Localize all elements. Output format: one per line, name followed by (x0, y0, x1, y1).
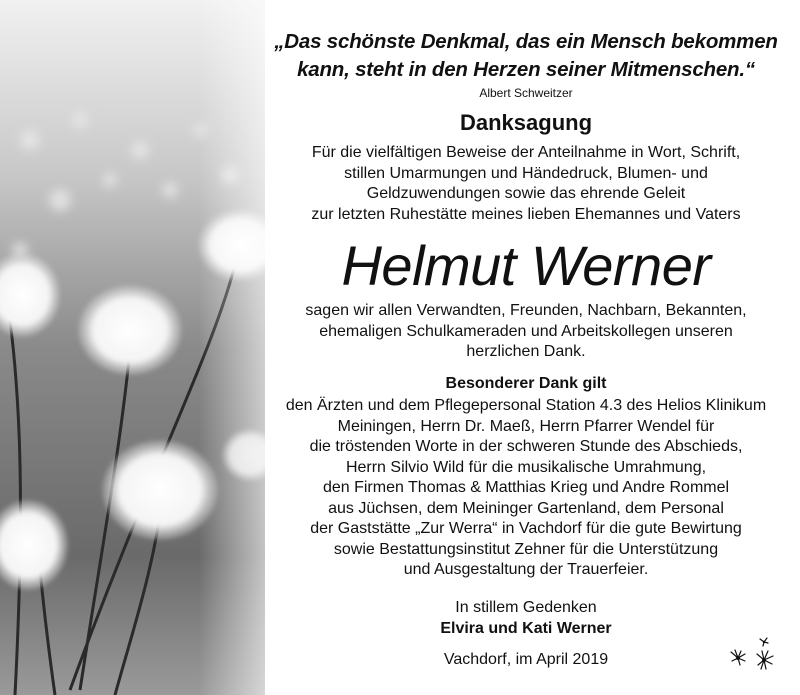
intro-line: zur letzten Ruhestätte meines lieben Ehemannes und Vaters (311, 205, 741, 223)
deceased-name: Helmut Werner (341, 234, 711, 297)
thanks-line: herzlichen Dank. (466, 343, 586, 360)
notice-text (262, 0, 790, 695)
special-line: der Gaststätte „Zur Werra“ in Vachdorf für die gute Bewirtung (310, 520, 742, 537)
signature (262, 598, 790, 639)
thanks-line: sagen wir allen Verwandten, Freunden, Nachbarn, Bekannten, (305, 302, 747, 319)
special-thanks-heading: Besonderer Dank gilt (445, 375, 607, 392)
quote-line: „Das schönste Denkmal, das ein Mensch bekommen (274, 30, 778, 53)
quote (262, 28, 790, 84)
special-line: und Ausgestaltung der Trauerfeier. (403, 561, 649, 578)
quote-author: Albert Schweitzer (479, 86, 573, 100)
special-line: sowie Bestattungsinstitut Zehner für die Unterstützung (333, 540, 719, 558)
special-line: den Firmen Thomas & Matthias Krieg und Andre Rommel (322, 479, 730, 496)
thanks-line: ehemaligen Schulkameraden und Arbeitskollegen unseren (319, 322, 733, 340)
special-line: Meiningen, Herrn Dr. Maeß, Herrn Pfarrer Wendel für (337, 417, 715, 435)
cotton-grass-photo (0, 0, 265, 695)
special-thanks-paragraph (262, 396, 790, 581)
special-line: Herrn Silvio Wild für die musikalische Umrahmung, (345, 458, 707, 476)
special-line: die tröstenden Worte in der schweren Stunde des Abschieds, (309, 438, 743, 455)
heading: Danksagung (459, 110, 593, 135)
signature-line: In stillem Gedenken (455, 599, 597, 616)
intro-line: Geldzuwendungen sowie das ehrende Geleit (366, 185, 686, 202)
quote-line: kann, steht in den Herzen seiner Mitmenschen.“ (297, 58, 755, 81)
intro-line: stillen Umarmungen und Händedruck, Blumen- und (344, 164, 708, 182)
signature-names: Elvira und Kati Werner (440, 619, 612, 637)
intro-paragraph (262, 143, 790, 225)
dandelion-seeds-icon (728, 636, 778, 672)
special-line: aus Jüchsen, dem Meininger Gartenland, dem Personal (328, 499, 724, 517)
thanks-paragraph (262, 301, 790, 363)
intro-line: Für die vielfältigen Beweise der Anteilnahme in Wort, Schrift, (311, 144, 741, 161)
place-date: Vachdorf, im April 2019 (443, 651, 609, 668)
special-line: den Ärzten und dem Pflegepersonal Station 4.3 des Helios Klinikum (285, 397, 767, 414)
